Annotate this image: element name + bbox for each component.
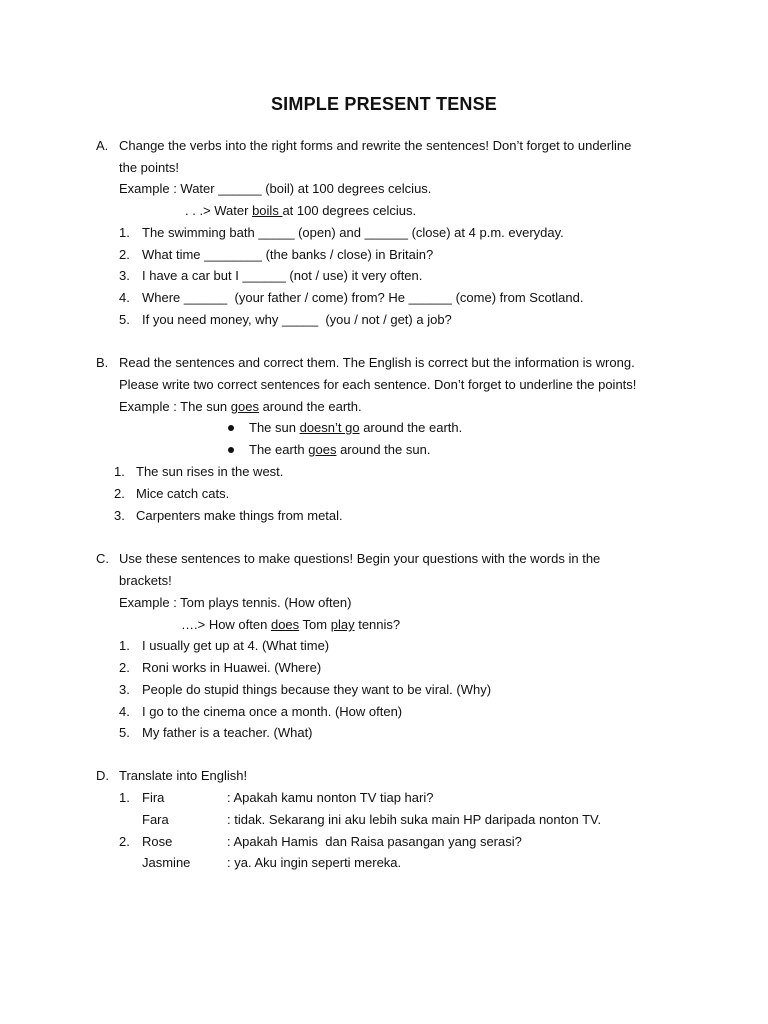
item-number: 3.	[119, 682, 130, 697]
exercise-item: Carpenters make things from metal.	[136, 508, 343, 523]
item-number: 4.	[119, 290, 130, 305]
item-number: 1.	[119, 790, 130, 805]
section-instruction: Change the verbs into the right forms and rewrite the sentences! Don’t forget to underline	[119, 138, 632, 153]
dialogue-line: : ya. Aku ingin seperti mereka.	[227, 855, 402, 870]
underlined-verb: doesn’t go	[299, 420, 360, 435]
exercise-item: I usually get up at 4. (What time)	[142, 638, 330, 653]
section-letter: C.	[96, 551, 109, 566]
item-number: 2.	[119, 247, 130, 262]
section-instruction: Read the sentences and correct them. The English is correct but the information is wrong.	[119, 355, 635, 370]
item-number: 3.	[114, 508, 125, 523]
item-number: 3.	[119, 268, 130, 283]
item-number: 5.	[119, 725, 130, 740]
example-text: around the sun.	[336, 442, 431, 457]
exercise-item: If you need money, why _____ (you / not / get) a job?	[142, 312, 452, 327]
exercise-item: Roni works in Huawei. (Where)	[142, 660, 322, 675]
exercise-item: People do stupid things because they want to be viral. (Why)	[142, 682, 492, 697]
underlined-verb: goes	[230, 399, 259, 414]
section-instruction: Translate into English!	[119, 768, 248, 783]
dialogue-line: : Apakah kamu nonton TV tiap hari?	[227, 790, 434, 805]
exercise-item: Where ______ (your father / come) from? He ______ (come) from Scotland.	[142, 290, 584, 305]
example-answer	[249, 420, 462, 436]
item-number: 2.	[119, 660, 130, 675]
underlined-verb: play	[330, 617, 355, 632]
section-letter: B.	[96, 355, 109, 370]
section-instruction: the points!	[119, 160, 179, 175]
bullet-icon	[228, 447, 234, 453]
underlined-verb: goes	[308, 442, 337, 457]
section-instruction: Use these sentences to make questions! Begin your questions with the words in the	[119, 551, 601, 566]
section-letter: A.	[96, 138, 109, 153]
section-letter: D.	[96, 768, 109, 783]
example-text: The sun	[249, 420, 300, 435]
dialogue-line: : tidak. Sekarang ini aku lebih suka main HP daripada nonton TV.	[227, 812, 602, 827]
section-instruction: Please write two correct sentences for each sentence. Don’t forget to underline the points!	[119, 377, 637, 392]
example-text: around the earth.	[258, 399, 362, 414]
example-text: ….> How often	[181, 617, 271, 632]
exercise-item: What time ________ (the banks / close) in Britain?	[142, 247, 434, 262]
example-text: around the earth.	[359, 420, 463, 435]
example-text: The earth	[249, 442, 309, 457]
speaker-name: Jasmine	[142, 855, 191, 870]
item-number: 1.	[119, 225, 130, 240]
exercise-item: The swimming bath _____ (open) and ______ (close) at 4 p.m. everyday.	[142, 225, 564, 240]
underlined-verb: does	[270, 617, 300, 632]
item-number: 5.	[119, 312, 130, 327]
item-number: 2.	[119, 834, 130, 849]
example-answer	[185, 203, 416, 219]
example-text: Example : The sun	[119, 399, 231, 414]
exercise-item: I go to the cinema once a month. (How often)	[142, 704, 403, 719]
example-text: at 100 degrees celcius.	[282, 203, 417, 218]
example-answer	[181, 617, 400, 633]
example-text: . . .> Water	[185, 203, 253, 218]
example-answer	[249, 442, 430, 458]
bullet-icon	[228, 425, 234, 431]
exercise-item: My father is a teacher. (What)	[142, 725, 313, 740]
exercise-item: The sun rises in the west.	[136, 464, 284, 479]
section-instruction: brackets!	[119, 573, 172, 588]
underlined-verb: boils	[252, 203, 283, 218]
item-number: 4.	[119, 704, 130, 719]
exercise-item: Mice catch cats.	[136, 486, 230, 501]
speaker-name: Rose	[142, 834, 173, 849]
item-number: 1.	[114, 464, 125, 479]
item-number: 1.	[119, 638, 130, 653]
speaker-name: Fira	[142, 790, 165, 805]
example-question: Example : Tom plays tennis. (How often)	[119, 595, 352, 610]
item-number: 2.	[114, 486, 125, 501]
speaker-name: Fara	[142, 812, 169, 827]
example-sentence	[119, 399, 362, 415]
dialogue-line: : Apakah Hamis dan Raisa pasangan yang serasi?	[227, 834, 522, 849]
example-question: Example : Water ______ (boil) at 100 degrees celcius.	[119, 181, 432, 196]
exercise-item: I have a car but I ______ (not / use) it very often.	[142, 268, 423, 283]
example-text: Tom	[299, 617, 331, 632]
page-title: SIMPLE PRESENT TENSE	[270, 94, 498, 114]
example-text: tennis?	[354, 617, 401, 632]
